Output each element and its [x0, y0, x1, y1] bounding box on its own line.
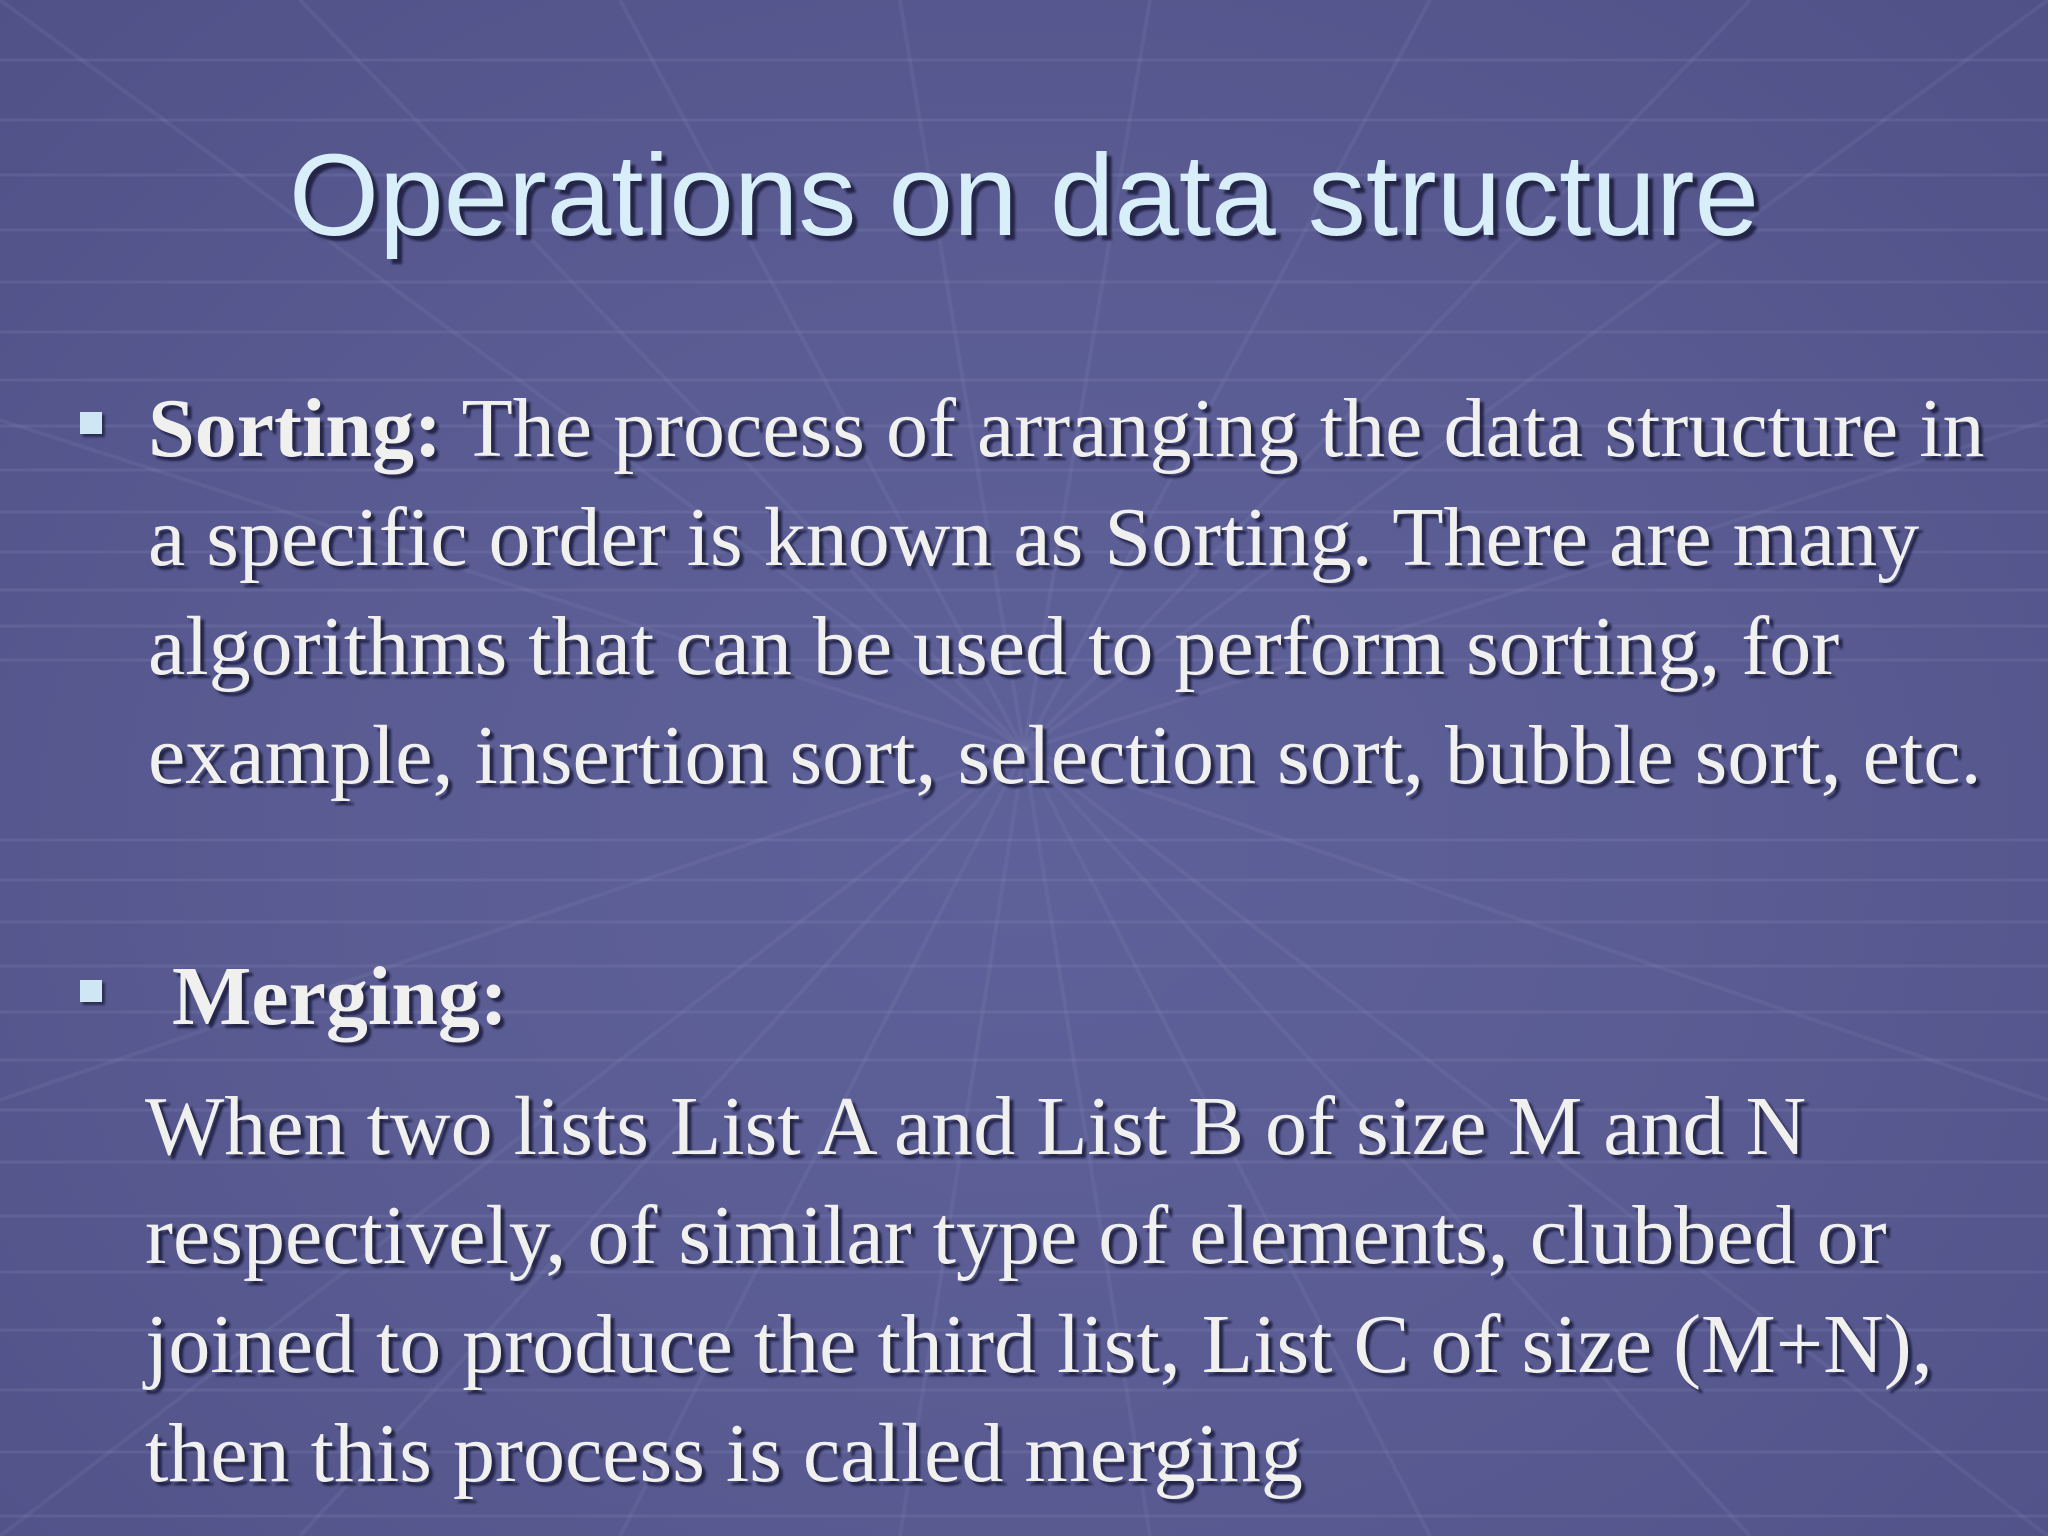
- merging-heading: [172, 942, 1972, 1051]
- bullet-square-icon: [80, 980, 102, 1002]
- merging-description: When two lists List A and List B of size M and N respectively, of similar type of elements, clubbed or joined to produce the third list, List C of size (M+N), then this process is called merging: [145, 1080, 1933, 1500]
- merging-term: Merging:: [172, 950, 508, 1043]
- slide-title: Operations on data structure: [288, 130, 1760, 260]
- bullet-square-icon: [80, 412, 102, 434]
- sorting-paragraph: [148, 374, 2028, 810]
- sorting-description: The process of arranging the data structure in a specific order is known as Sorting. There are many algorithms that can be used to perform sorting, for example, insertion sort, selection sort, bubble sort, etc.: [148, 382, 1985, 802]
- sorting-term: Sorting:: [148, 382, 442, 475]
